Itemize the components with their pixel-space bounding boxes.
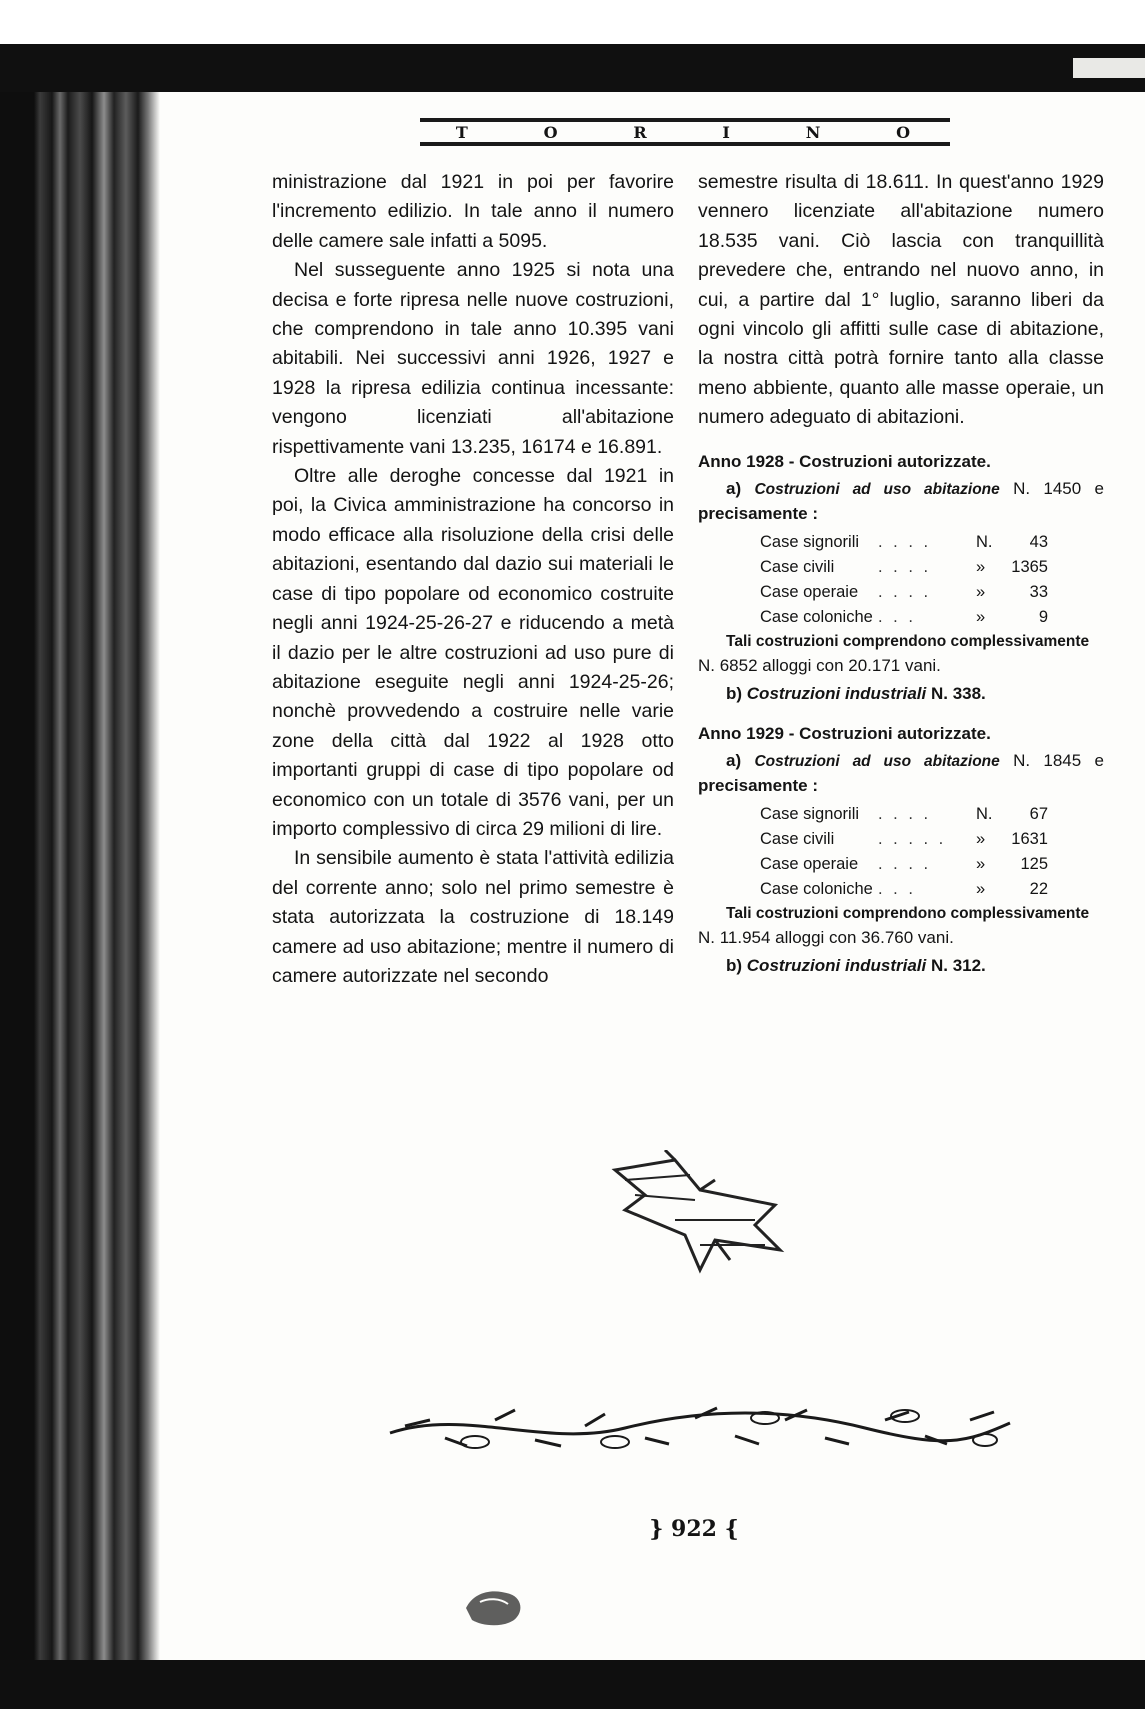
table-row [760, 580, 1048, 605]
row-dots: . . . . [878, 582, 932, 601]
item-marker: a) [726, 478, 742, 498]
row-name: Case coloniche [760, 607, 873, 626]
item-count: N. 312. [930, 955, 986, 975]
row-value: 33 [1029, 582, 1048, 601]
row-unit: » [976, 582, 986, 601]
vine-ornament-icon [385, 1398, 1015, 1458]
right-column [698, 168, 1104, 981]
stats-table [760, 802, 1048, 902]
row-unit: » [976, 854, 986, 873]
table-row [760, 555, 1048, 580]
stats-block-1928 [698, 447, 1104, 709]
stats-industrial [698, 951, 1104, 981]
row-dots: . . . [878, 879, 916, 898]
stats-total [698, 630, 1104, 679]
scan-bottom-border [0, 1660, 1145, 1709]
total-line: N. 6852 alloggi con 20.171 vani. [698, 655, 941, 675]
item-title: Costruzioni industriali [746, 955, 927, 975]
row-value: 67 [1029, 804, 1048, 823]
row-name: Case civili [760, 829, 835, 848]
row-value: 125 [1020, 854, 1048, 873]
item-marker: b) [726, 683, 743, 703]
brace-right-icon: { [724, 1516, 739, 1542]
row-name: Case civili [760, 557, 835, 576]
header-letter: N [800, 123, 831, 142]
row-dots: . . . . [878, 557, 932, 576]
scan-left-edge [0, 92, 160, 1709]
table-row [760, 802, 1048, 827]
header-letter: O [538, 123, 568, 142]
table-row [760, 827, 1048, 852]
row-name: Case signorili [760, 804, 860, 823]
stats-intro [698, 477, 1104, 526]
item-title: Costruzioni industriali [746, 683, 927, 703]
header-letter: I [716, 123, 739, 142]
row-unit: » [976, 607, 986, 626]
table-row [760, 852, 1048, 877]
ribbon-ornament-icon [605, 1150, 785, 1280]
total-line: N. 11.954 alloggi con 36.760 vani. [698, 927, 954, 947]
item-suffix: precisamente : [698, 503, 818, 523]
scan-top-border [0, 44, 1145, 92]
scan-top-margin [0, 0, 1145, 44]
table-row [760, 530, 1048, 555]
stats-table [760, 530, 1048, 630]
row-dots: . . . [878, 607, 916, 626]
paragraph: Nel susseguente anno 1925 si nota una decisa e forte ripresa nelle nuove costruzioni, che comprendono in tale anno 10.395 vani abitabili. Nei successivi anni 1926, 1927 e 1928 la ripresa edilizia continua incessante: vengono licenziati all'abitazione rispettivamente vani 13.235, 16174 e 16.891. [272, 259, 674, 458]
table-row [760, 877, 1048, 902]
stats-industrial [698, 679, 1104, 709]
stats-total [698, 902, 1104, 951]
row-value: 43 [1029, 532, 1048, 551]
running-header [420, 118, 950, 146]
row-value: 1365 [1011, 557, 1048, 576]
ink-blot-icon [462, 1586, 526, 1630]
row-dots: . . . . [878, 854, 932, 873]
item-suffix: precisamente : [698, 775, 818, 795]
stats-heading: Anno 1929 - Costruzioni autorizzate. [698, 723, 991, 743]
header-letter: T [450, 123, 478, 142]
total-text: Tali costruzioni comprendono complessivamente [726, 632, 1090, 650]
left-column [272, 168, 674, 991]
stats-intro [698, 749, 1104, 798]
scan-corner-notch [1073, 58, 1145, 78]
item-count: N. 338. [930, 683, 986, 703]
item-title: Costruzioni ad uso abitazione [754, 752, 1000, 770]
paragraph: ministrazione dal 1921 in poi per favorire l'incremento edilizio. In tale anno il numero delle camere sale infatti a 5095. [272, 171, 674, 252]
row-name: Case signorili [760, 532, 860, 551]
row-value: 22 [1029, 879, 1048, 898]
row-name: Case coloniche [760, 879, 873, 898]
header-letter: O [890, 123, 920, 142]
header-letter: R [627, 123, 656, 142]
row-value: 1631 [1011, 829, 1048, 848]
paragraph: In sensibile aumento è stata l'attività edilizia del corrente anno; solo nel primo semestre è stata autorizzata la costruzione di 18.149 camere ad uso abitazione; mentre il numero di camere autorizzate nel secondo [272, 847, 674, 987]
page-number [648, 1512, 740, 1546]
item-count: N. 1450 e [1013, 478, 1104, 498]
paragraph: semestre risulta di 18.611. In quest'anno 1929 vennero licenziate all'abitazione numero 18.535 vani. Ciò lascia con tranquillità prevedere che, entrando nel nuovo anno, in cui, a partire dal 1° luglio, saranno liberi da ogni vincolo gli affitti sulle case di abitazione, la nostra città potrà fornire tanto alla classe meno abbiente, quanto alle masse operaie, un numero adeguato di abitazioni. [698, 171, 1104, 429]
row-dots: . . . . [878, 532, 932, 551]
stats-block-1929 [698, 719, 1104, 981]
row-value: 9 [1038, 607, 1048, 626]
item-title: Costruzioni ad uso abitazione [754, 480, 1000, 498]
row-dots: . . . . . [878, 829, 947, 848]
paragraph: Oltre alle deroghe concesse dal 1921 in poi, la Civica amministrazione ha concorso in modo efficace alla risoluzione della crisi delle abitazioni, esentando dal dazio sui materiali le case di tipo popolare od economico costruite negli anni 1924-25-26-27 e riducendo a metà il dazio per le altre costruzioni ad uso pure di abitazione eseguite negli anni 1924-25-26; nonchè provvedendo a costruire nelle varie zone della città dal 1922 al 1928 otto importanti gruppi di case di tipo popolare od economico con un totale di 3576 vani, per un importo complessivo di circa 29 milioni di lire. [272, 465, 674, 840]
row-unit: N. [976, 804, 993, 823]
row-name: Case operaie [760, 582, 859, 601]
page-number-value: 922 [671, 1516, 717, 1542]
row-unit: » [976, 557, 986, 576]
item-marker: a) [726, 750, 742, 770]
table-row [760, 605, 1048, 630]
brace-left-icon: } [649, 1516, 664, 1542]
row-unit: » [976, 879, 986, 898]
item-count: N. 1845 e [1013, 750, 1104, 770]
row-dots: . . . . [878, 804, 932, 823]
item-marker: b) [726, 955, 743, 975]
row-unit: N. [976, 532, 993, 551]
row-name: Case operaie [760, 854, 859, 873]
total-text: Tali costruzioni comprendono complessivamente [726, 904, 1090, 922]
stats-heading: Anno 1928 - Costruzioni autorizzate. [698, 451, 991, 471]
row-unit: » [976, 829, 986, 848]
